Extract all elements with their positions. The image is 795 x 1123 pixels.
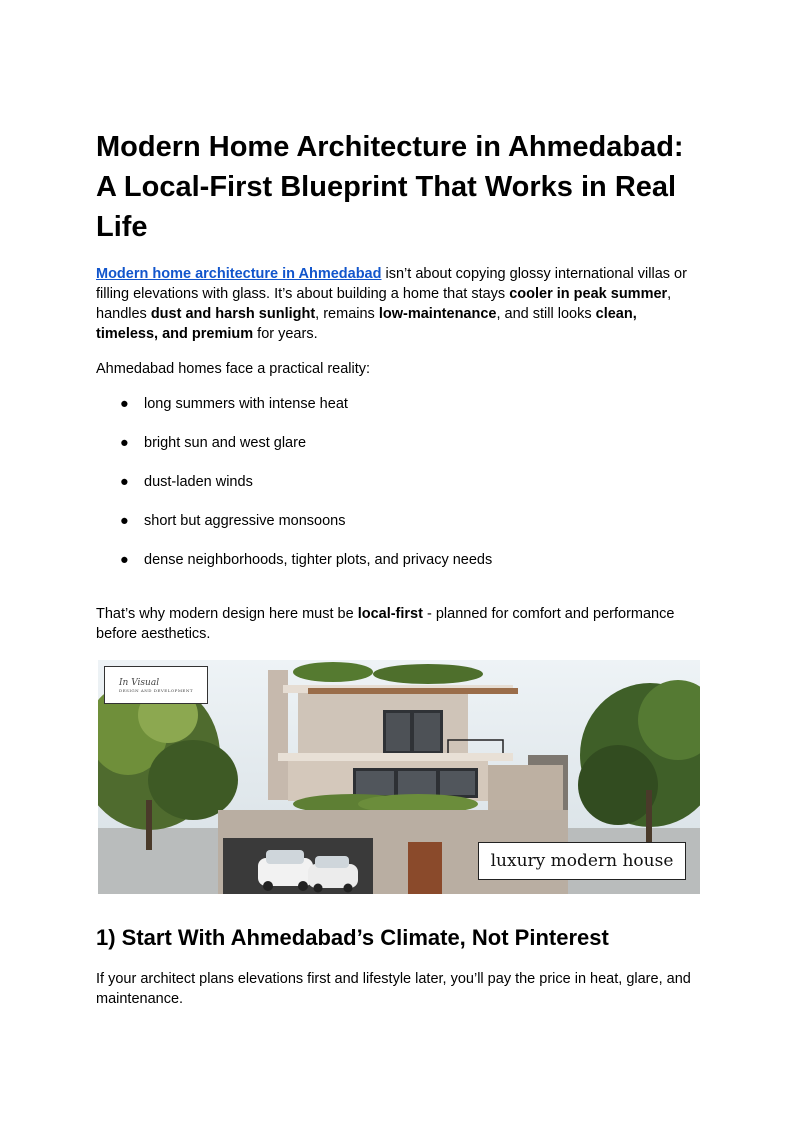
ahmedabad-architecture-link[interactable]: Modern home architecture in Ahmedabad <box>96 266 382 282</box>
intro-text-5: for years. <box>253 326 318 342</box>
list-item <box>96 394 492 433</box>
house-render-image <box>98 660 700 894</box>
list-item-text: dense neighborhoods, tighter plots, and privacy needs <box>144 552 493 568</box>
intro-bold-4: clean, timeless, and premium <box>96 306 637 342</box>
list-item-text: bright sun and west glare <box>144 435 307 451</box>
list-item-text: dust-laden winds <box>144 474 253 490</box>
brand-logo <box>104 666 208 704</box>
brand-logo-subtext: DESIGN AND DEVELOPMENT <box>118 687 194 693</box>
list-item-text: long summers with intense heat <box>144 396 348 412</box>
bullet-icon: ● <box>120 513 129 529</box>
section-heading: 1) Start With Ahmedabad’s Climate, Not Pinterest <box>96 925 609 950</box>
intro-text-1: isn’t about copying glossy international villas or filling elevations with glass. It’s about building a home that stays <box>96 266 687 302</box>
local-first-text-2: - planned for comfort and performance before aesthetics. <box>96 606 675 642</box>
bullet-icon: ● <box>120 396 129 412</box>
reality-list <box>96 394 492 589</box>
list-item <box>96 550 492 589</box>
list-item-text: short but aggressive monsoons <box>144 513 346 529</box>
intro-paragraph <box>96 264 700 344</box>
section-paragraph: If your architect plans elevations first and lifestyle later, you’ll pay the price in heat, glare, and maintenance. <box>96 971 691 1007</box>
intro-text-3: , remains <box>315 306 379 322</box>
bullet-icon: ● <box>120 435 129 451</box>
list-item <box>96 511 492 550</box>
bullet-icon: ● <box>120 552 129 568</box>
intro-bold-2: dust and harsh sunlight <box>150 306 316 322</box>
local-first-paragraph <box>96 604 700 644</box>
local-first-text-1: That’s why modern design here must be <box>96 606 358 622</box>
intro-text-4: , and still looks <box>496 306 596 322</box>
intro-bold-3: low-maintenance <box>378 306 497 322</box>
brand-logo-text: In Visual <box>118 677 160 688</box>
page-title: Modern Home Architecture in Ahmedabad: A Local-First Blueprint That Works in Real Life <box>96 131 684 243</box>
image-caption: luxury modern house <box>478 842 686 880</box>
local-first-bold: local-first <box>357 606 423 622</box>
bullet-icon: ● <box>120 474 129 490</box>
list-item <box>96 433 492 472</box>
intro-text-2: , handles <box>96 286 672 322</box>
list-item <box>96 472 492 511</box>
intro-bold-1: cooler in peak summer <box>509 286 668 302</box>
reality-lead: Ahmedabad homes face a practical reality: <box>96 361 371 377</box>
